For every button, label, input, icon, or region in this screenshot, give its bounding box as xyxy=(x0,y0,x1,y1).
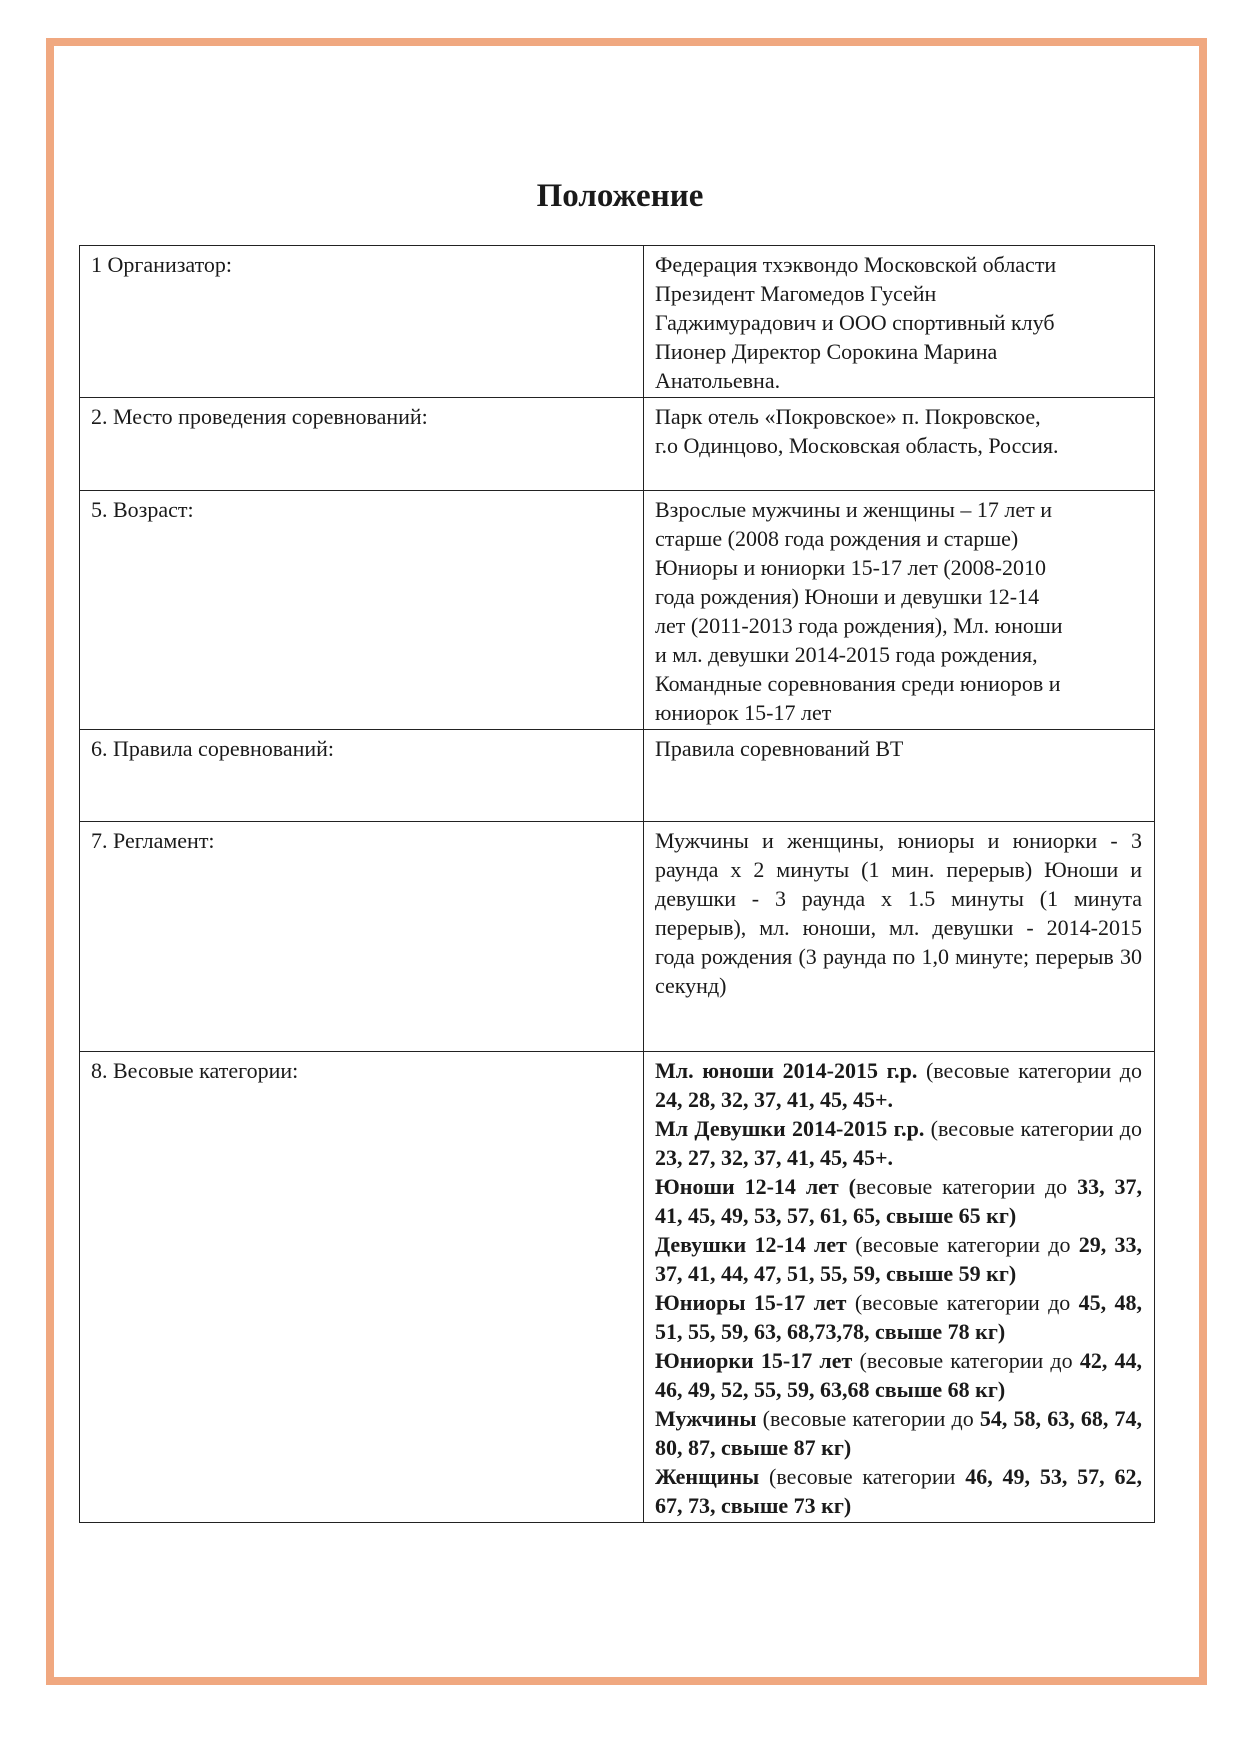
table-row-weight-categories xyxy=(80,1052,1155,1523)
regulations-table xyxy=(79,245,1155,1523)
table-row-rules xyxy=(80,730,1155,822)
weight-group-title: Женщины xyxy=(655,1464,760,1489)
table-row-venue xyxy=(80,398,1155,491)
value-line: Командные соревнования среди юниоров и xyxy=(655,671,1061,696)
row-label: 2. Место проведения соревнований: xyxy=(80,398,644,491)
weight-group xyxy=(655,1404,1142,1462)
value-line: и мл. девушки 2014-2015 года рождения, xyxy=(655,642,1038,667)
weight-group-values: 23, 27, 32, 37, 41, 45, 45+. xyxy=(655,1145,894,1170)
table-row-schedule xyxy=(80,822,1155,1052)
row-label: 6. Правила соревнований: xyxy=(80,730,644,822)
weight-group-title: Мл. юноши 2014-2015 г.р. xyxy=(655,1058,918,1083)
value-line: Правила соревнований ВТ xyxy=(655,736,904,761)
weight-group-text: (весовые категории xyxy=(759,1464,966,1489)
weight-group-text: (весовые категории до xyxy=(846,1232,1079,1257)
weight-group-title: Мл Девушки 2014-2015 г.р. xyxy=(655,1116,925,1141)
weight-group-title: Мужчины xyxy=(655,1406,757,1431)
value-line: Гаджимурадович и ООО спортивный клуб xyxy=(655,310,1055,335)
row-value xyxy=(644,730,1155,822)
row-value: Мужчины и женщины, юниоры и юниорки - 3 раунда х 2 минуты (1 мин. перерыв) Юноши и девушки - 3 раунда х 1.5 минуты (1 минута перерыв), мл. юноши, мл. девушки - 2014-2015 года рождения (3 раунда по 1,0 минуте; перерыв 30 секунд) xyxy=(644,822,1155,1052)
weight-group-text: весовые категории до xyxy=(855,1174,1078,1199)
value-line: Парк отель «Покровское» п. Покровское, xyxy=(655,404,1041,429)
row-value xyxy=(644,1052,1155,1523)
weight-group xyxy=(655,1288,1142,1346)
weight-group xyxy=(655,1346,1142,1404)
value-line: Анатольевна. xyxy=(655,368,781,393)
weight-group xyxy=(655,1462,1142,1520)
weight-group xyxy=(655,1230,1142,1288)
weight-group-text: (весовые категории до xyxy=(756,1406,980,1431)
weight-group-text: (весовые категории до xyxy=(917,1058,1142,1083)
row-value xyxy=(644,246,1155,398)
value-line: Пионер Директор Сорокина Марина xyxy=(655,339,998,364)
weight-group-values: 29, 33, 37, 41, 44, 47, 51, 55, 59, свыше 59 кг) xyxy=(655,1232,1143,1286)
value-line: старше (2008 года рождения и старше) xyxy=(655,526,1019,551)
weight-group-text: (весовые категории до xyxy=(924,1116,1142,1141)
value-line: юниорок 15-17 лет xyxy=(655,700,832,725)
weight-group xyxy=(655,1056,1142,1114)
weight-group-values: 42, 44, 46, 49, 52, 55, 59, 63,68 свыше 68 кг) xyxy=(655,1348,1142,1402)
weight-group-text: (весовые категории до xyxy=(846,1290,1079,1315)
row-label: 5. Возраст: xyxy=(80,491,644,730)
weight-group-title: Девушки 12-14 лет xyxy=(655,1232,847,1257)
weight-group xyxy=(655,1172,1142,1230)
row-label: 7. Регламент: xyxy=(80,822,644,1052)
table-row-age xyxy=(80,491,1155,730)
row-label: 8. Весовые категории: xyxy=(80,1052,644,1523)
value-line: лет (2011-2013 года рождения), Мл. юноши xyxy=(655,613,1063,638)
value-line: года рождения) Юноши и девушки 12-14 xyxy=(655,584,1040,609)
value-line: Юниоры и юниорки 15-17 лет (2008-2010 xyxy=(655,555,1046,580)
weight-group-title: Юниорки 15-17 лет xyxy=(655,1348,853,1373)
row-value xyxy=(644,398,1155,491)
value-line: Федерация тхэквондо Московской области xyxy=(655,252,1057,277)
weight-group-values: 46, 49, 53, 57, 62, 67, 73, свыше 73 кг) xyxy=(655,1464,1142,1518)
weight-group-text: (весовые категории до xyxy=(852,1348,1080,1373)
weight-group-values: 45, 48, 51, 55, 59, 63, 68,73,78, свыше 78 кг) xyxy=(655,1290,1142,1344)
value-line: г.о Одинцово, Московская область, Россия. xyxy=(655,433,1059,458)
weight-group xyxy=(655,1114,1142,1172)
weight-group-title: Юниоры 15-17 лет xyxy=(655,1290,847,1315)
weight-group-values: 24, 28, 32, 37, 41, 45, 45+. xyxy=(655,1087,894,1112)
document-title: Положение xyxy=(536,178,704,214)
weight-group-title: Юноши 12-14 лет ( xyxy=(655,1174,856,1199)
value-line: Президент Магомедов Гусейн xyxy=(655,281,937,306)
value-line: Взрослые мужчины и женщины – 17 лет и xyxy=(655,497,1052,522)
row-label: 1 Организатор: xyxy=(80,246,644,398)
weight-group-values: 54, 58, 63, 68, 74, 80, 87, свыше 87 кг) xyxy=(655,1406,1142,1460)
row-value xyxy=(644,491,1155,730)
weight-group-values: 33, 37, 41, 45, 49, 53, 57, 61, 65, свыше 65 кг) xyxy=(655,1174,1142,1228)
table-row-organizer xyxy=(80,246,1155,398)
